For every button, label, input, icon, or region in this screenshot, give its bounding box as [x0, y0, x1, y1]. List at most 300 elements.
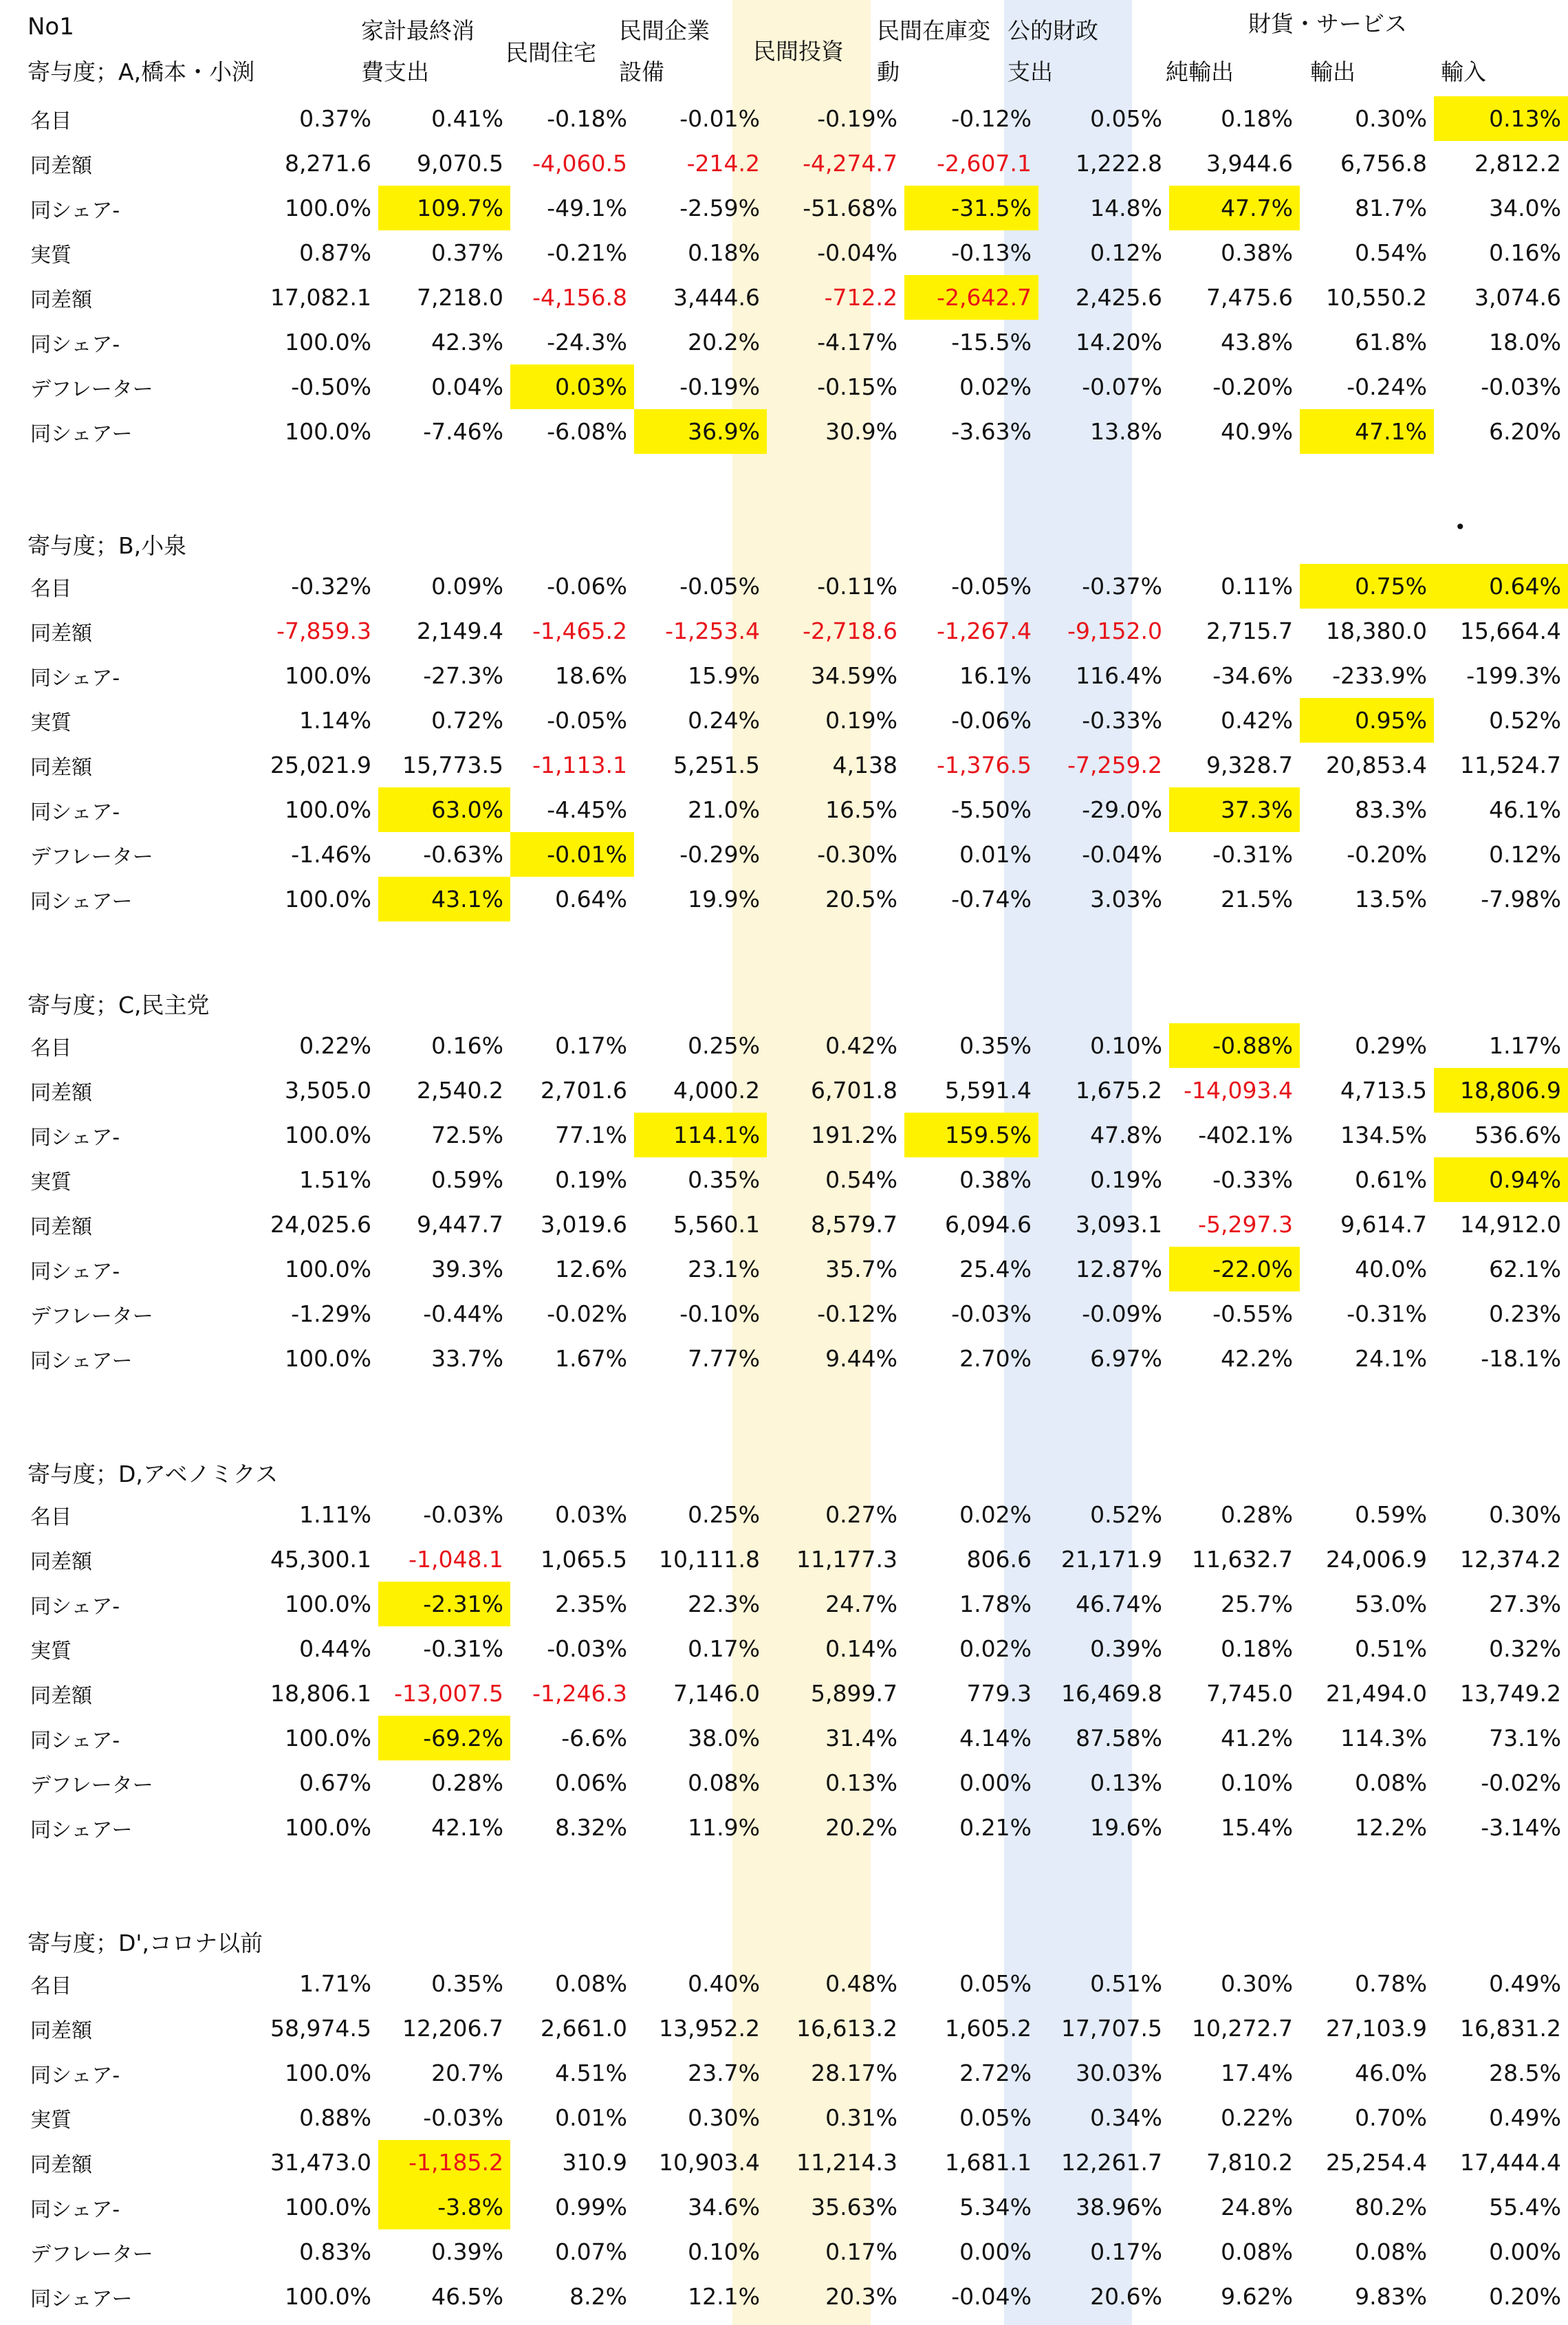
cell-exports: 18,380.0 — [1326, 618, 1427, 644]
cell-consumption: 39.3% — [431, 1256, 503, 1282]
cell-government: 0.52% — [1090, 1501, 1162, 1528]
cell-consumption: 0.28% — [431, 1769, 503, 1796]
cell-total: 1.11% — [299, 1501, 371, 1528]
cell-business: 11.9% — [688, 1814, 760, 1841]
cell-investment: -0.30% — [817, 841, 897, 868]
row-label: 同シェアー — [30, 1818, 133, 1842]
cell-business: 0.25% — [688, 1501, 760, 1528]
cell-consumption: 0.16% — [431, 1032, 503, 1059]
cell-business: 4,000.2 — [673, 1077, 760, 1104]
row-label: 同差額 — [30, 1549, 92, 1574]
cell-imports: -3.14% — [1481, 1814, 1561, 1841]
cell-total: 100.0% — [285, 1591, 371, 1617]
cell-investment: 4,138 — [832, 752, 897, 778]
cell-business: 0.17% — [688, 1635, 760, 1662]
cell-exports: 27,103.9 — [1326, 2015, 1427, 2042]
cell-imports: 6.20% — [1489, 418, 1561, 445]
cell-net_exports: 0.42% — [1221, 707, 1293, 734]
cell-total: 1.14% — [299, 707, 371, 734]
cell-housing: 0.08% — [555, 1970, 627, 1997]
cell-consumption: -7.46% — [423, 418, 503, 445]
cell-government: 0.19% — [1090, 1166, 1162, 1193]
table-row — [21, 1113, 1568, 1157]
cell-investment: -4,274.7 — [803, 150, 897, 177]
cell-government: 3,093.1 — [1076, 1211, 1162, 1238]
cell-investment: 0.48% — [825, 1970, 897, 1997]
row-label: 同シェア- — [30, 1594, 120, 1619]
row-label: 同シェア- — [30, 198, 120, 223]
cell-government: -0.07% — [1082, 373, 1162, 400]
cell-imports: 14,912.0 — [1460, 1211, 1561, 1238]
cell-business: 0.40% — [688, 1970, 760, 1997]
row-label: 同シェア- — [30, 1259, 120, 1284]
stray-mark: • — [1455, 516, 1466, 538]
cell-business: 20.2% — [688, 329, 760, 356]
cell-housing: 8.2% — [569, 2283, 627, 2310]
cell-business: 10,903.4 — [659, 2149, 760, 2176]
cell-total: 45,300.1 — [270, 1546, 371, 1573]
cell-net_exports: 2,715.7 — [1206, 618, 1293, 644]
cell-net_exports: 10,272.7 — [1192, 2015, 1293, 2042]
cell-net_exports: 47.7% — [1169, 186, 1300, 230]
cell-consumption: 12,206.7 — [402, 2015, 503, 2042]
cell-net_exports: 0.18% — [1221, 105, 1293, 132]
cell-net_exports: 0.11% — [1221, 573, 1293, 600]
cell-imports: 62.1% — [1489, 1256, 1561, 1282]
row-label: 同差額 — [30, 755, 92, 780]
cell-investment: 0.27% — [825, 1501, 897, 1528]
row-label: 名目 — [30, 1036, 72, 1060]
cell-inventory: 0.00% — [959, 1769, 1032, 1796]
cell-investment: -2,718.6 — [803, 618, 897, 644]
cell-business: 0.35% — [688, 1166, 760, 1193]
cell-imports: -7.98% — [1481, 886, 1561, 913]
cell-total: 100.0% — [285, 796, 371, 823]
cell-total: -1.46% — [291, 841, 371, 868]
cell-imports: 0.49% — [1489, 1970, 1561, 1997]
row-label: 実質 — [30, 1170, 72, 1194]
cell-business: 0.08% — [688, 1769, 760, 1796]
cell-net_exports: 11,632.7 — [1192, 1546, 1293, 1573]
cell-net_exports: 7,745.0 — [1206, 1680, 1293, 1707]
cell-total: 17,082.1 — [270, 284, 371, 311]
cell-total: 100.0% — [285, 2060, 371, 2086]
cell-investment: 8,579.7 — [811, 1211, 897, 1238]
table-row — [21, 96, 1568, 141]
header-housing: 民間住宅 — [505, 39, 596, 66]
sheet-title: No1 — [28, 13, 74, 41]
cell-inventory: -0.74% — [951, 886, 1032, 913]
cell-investment: 20.5% — [825, 886, 897, 913]
cell-investment: 20.3% — [825, 2283, 897, 2310]
cell-total: 18,806.1 — [270, 1680, 371, 1707]
table-row — [21, 2274, 1568, 2319]
cell-housing: -6.6% — [561, 1725, 627, 1751]
table-row — [21, 364, 1568, 409]
cell-consumption: -1,185.2 — [378, 2140, 510, 2185]
cell-exports: 0.30% — [1355, 105, 1427, 132]
cell-imports: 0.13% — [1434, 96, 1568, 141]
cell-inventory: -2,642.7 — [904, 275, 1038, 320]
cell-government: 0.10% — [1090, 1032, 1162, 1059]
cell-consumption: 0.39% — [431, 2238, 503, 2265]
cell-imports: 12,374.2 — [1460, 1546, 1561, 1573]
cell-government: 13.8% — [1090, 418, 1162, 445]
cell-investment: 31.4% — [825, 1725, 897, 1751]
cell-exports: 0.29% — [1355, 1032, 1427, 1059]
cell-investment: 16,613.2 — [796, 2015, 897, 2042]
table-row — [21, 877, 1568, 921]
cell-inventory: 0.35% — [959, 1032, 1032, 1059]
cell-government: -9,152.0 — [1067, 618, 1162, 644]
cell-net_exports: -0.33% — [1212, 1166, 1293, 1193]
row-label: 名目 — [30, 109, 72, 133]
cell-business: 19.9% — [688, 886, 760, 913]
table-row — [21, 564, 1568, 609]
cell-business: 0.24% — [688, 707, 760, 734]
cell-housing: 0.03% — [555, 1501, 627, 1528]
cell-exports: 0.54% — [1355, 239, 1427, 266]
cell-imports: -0.02% — [1481, 1769, 1561, 1796]
cell-government: 16,469.8 — [1061, 1680, 1162, 1707]
cell-government: 14.8% — [1090, 195, 1162, 221]
cell-investment: 0.19% — [825, 707, 897, 734]
cell-business: 0.10% — [688, 2238, 760, 2265]
table-row — [21, 1805, 1568, 1850]
table-row — [21, 1492, 1568, 1537]
cell-net_exports: 24.8% — [1221, 2194, 1293, 2220]
cell-government: 47.8% — [1090, 1122, 1162, 1148]
table-row — [21, 609, 1568, 653]
cell-inventory: -1,267.4 — [937, 618, 1032, 644]
cell-business: 23.1% — [688, 1256, 760, 1282]
cell-total: 100.0% — [285, 329, 371, 356]
cell-consumption: -0.44% — [423, 1300, 503, 1327]
cell-investment: 34.59% — [811, 662, 897, 689]
cell-housing: -49.1% — [547, 195, 627, 221]
table-row — [21, 1068, 1568, 1113]
table-row — [21, 230, 1568, 275]
row-label: デフレーター — [30, 2242, 153, 2267]
cell-government: -7,259.2 — [1067, 752, 1162, 778]
cell-net_exports: 43.8% — [1221, 329, 1293, 356]
cell-housing: -0.02% — [547, 1300, 627, 1327]
cell-consumption: 20.7% — [431, 2060, 503, 2086]
row-label: 同差額 — [30, 1214, 92, 1239]
cell-investment: 16.5% — [825, 796, 897, 823]
cell-imports: 73.1% — [1489, 1725, 1561, 1751]
cell-government: 17,707.5 — [1061, 2015, 1162, 2042]
cell-consumption: -0.03% — [423, 2104, 503, 2131]
cell-consumption: -3.8% — [378, 2185, 510, 2229]
table-row — [21, 1157, 1568, 1202]
cell-government: 14.20% — [1076, 329, 1162, 356]
cell-total: -1.29% — [291, 1300, 371, 1327]
cell-exports: 47.1% — [1300, 409, 1434, 454]
cell-consumption: -69.2% — [378, 1716, 510, 1760]
cell-housing: 1.67% — [555, 1345, 627, 1372]
table-row — [21, 1291, 1568, 1336]
row-label: 同差額 — [30, 1683, 92, 1708]
cell-exports: 24.1% — [1355, 1345, 1427, 1372]
cell-housing: -0.06% — [547, 573, 627, 600]
cell-business: 7,146.0 — [673, 1680, 760, 1707]
cell-consumption: 43.1% — [378, 877, 510, 921]
cell-housing: 310.9 — [562, 2149, 627, 2176]
cell-exports: 0.08% — [1355, 1769, 1427, 1796]
cell-net_exports: 0.30% — [1221, 1970, 1293, 1997]
cell-inventory: 0.05% — [959, 1970, 1032, 1997]
cell-inventory: 5,591.4 — [945, 1077, 1032, 1104]
cell-total: 100.0% — [285, 662, 371, 689]
header-business-line1: 民間企業 — [619, 17, 710, 44]
cell-investment: -712.2 — [824, 284, 897, 311]
cell-business: -0.05% — [679, 573, 760, 600]
cell-business: 5,251.5 — [673, 752, 760, 778]
cell-government: 0.51% — [1090, 1970, 1162, 1997]
cell-imports: 27.3% — [1489, 1591, 1561, 1617]
cell-investment: 6,701.8 — [811, 1077, 897, 1104]
cell-consumption: 2,149.4 — [417, 618, 503, 644]
cell-investment: -0.12% — [817, 1300, 897, 1327]
cell-net_exports: 0.18% — [1221, 1635, 1293, 1662]
cell-business: 21.0% — [688, 796, 760, 823]
group-d-title: 寄与度；D,アベノミクス — [28, 1461, 279, 1487]
cell-consumption: 7,218.0 — [417, 284, 503, 311]
cell-total: 24,025.6 — [270, 1211, 371, 1238]
group-a-title: 寄与度；A,橋本・小渕 — [28, 58, 255, 85]
cell-inventory: -2,607.1 — [937, 150, 1032, 177]
table-row — [21, 653, 1568, 698]
row-label: 実質 — [30, 710, 72, 735]
table-row — [21, 1716, 1568, 1760]
cell-imports: 0.94% — [1434, 1157, 1568, 1202]
cell-housing: 0.17% — [555, 1032, 627, 1059]
cell-inventory: -0.04% — [951, 2283, 1032, 2310]
cell-government: -0.37% — [1082, 573, 1162, 600]
cell-business: -0.01% — [679, 105, 760, 132]
cell-inventory: 2.72% — [959, 2060, 1032, 2086]
cell-exports: 9.83% — [1355, 2283, 1427, 2310]
cell-consumption: 0.35% — [431, 1970, 503, 1997]
cell-net_exports: 40.9% — [1221, 418, 1293, 445]
cell-inventory: -0.13% — [951, 239, 1032, 266]
cell-housing: 4.51% — [555, 2060, 627, 2086]
row-label: デフレーター — [30, 1304, 153, 1329]
cell-housing: 0.64% — [555, 886, 627, 913]
cell-consumption: 33.7% — [431, 1345, 503, 1372]
cell-housing: -6.08% — [547, 418, 627, 445]
row-label: デフレーター — [30, 1773, 153, 1798]
cell-exports: 81.7% — [1355, 195, 1427, 221]
cell-inventory: 16.1% — [959, 662, 1032, 689]
cell-consumption: 0.04% — [431, 373, 503, 400]
table-row — [21, 1202, 1568, 1247]
cell-housing: -24.3% — [547, 329, 627, 356]
group-d-prime-title: 寄与度；D',コロナ以前 — [28, 1930, 263, 1956]
cell-imports: 0.52% — [1489, 707, 1561, 734]
cell-imports: 0.00% — [1489, 2238, 1561, 2265]
row-label: 同差額 — [30, 287, 92, 312]
row-label: 同シェア- — [30, 332, 120, 357]
cell-government: 19.6% — [1090, 1814, 1162, 1841]
cell-total: 31,473.0 — [270, 2149, 371, 2176]
cell-imports: 0.49% — [1489, 2104, 1561, 2131]
cell-inventory: -31.5% — [904, 186, 1038, 230]
header-net-exports: 純輸出 — [1166, 58, 1234, 85]
cell-imports: 3,074.6 — [1474, 284, 1561, 311]
cell-imports: -18.1% — [1481, 1345, 1561, 1372]
header-investment: 民間投資 — [753, 38, 844, 65]
cell-total: 100.0% — [285, 1122, 371, 1148]
group-b-title: 寄与度；B,小泉 — [28, 532, 187, 559]
row-label: 同シェア- — [30, 1125, 120, 1150]
group-a-table — [21, 96, 1568, 454]
cell-imports: 17,444.4 — [1460, 2149, 1561, 2176]
cell-inventory: 1.78% — [959, 1591, 1032, 1617]
cell-net_exports: 0.22% — [1221, 2104, 1293, 2131]
cell-exports: -0.31% — [1347, 1300, 1427, 1327]
cell-housing: 77.1% — [555, 1122, 627, 1148]
cell-exports: 0.70% — [1355, 2104, 1427, 2131]
cell-exports: 0.51% — [1355, 1635, 1427, 1662]
cell-investment: -0.04% — [817, 239, 897, 266]
cell-exports: 13.5% — [1355, 886, 1427, 913]
table-row — [21, 1626, 1568, 1671]
cell-inventory: -0.12% — [951, 105, 1032, 132]
cell-net_exports: 0.28% — [1221, 1501, 1293, 1528]
cell-consumption: 63.0% — [378, 787, 510, 832]
cell-imports: 1.17% — [1489, 1032, 1561, 1059]
cell-business: -2.59% — [679, 195, 760, 221]
cell-exports: -0.20% — [1347, 841, 1427, 868]
cell-government: 0.17% — [1090, 2238, 1162, 2265]
cell-exports: 0.08% — [1355, 2238, 1427, 2265]
cell-inventory: -1,376.5 — [937, 752, 1032, 778]
cell-government: 0.05% — [1090, 105, 1162, 132]
cell-inventory: -15.5% — [951, 329, 1032, 356]
cell-government: 0.12% — [1090, 239, 1162, 266]
header-business-line2: 設備 — [619, 58, 664, 85]
cell-exports: 61.8% — [1355, 329, 1427, 356]
cell-imports: 13,749.2 — [1460, 1680, 1561, 1707]
cell-total: 0.83% — [299, 2238, 371, 2265]
cell-total: 3,505.0 — [285, 1077, 371, 1104]
cell-consumption: -0.63% — [423, 841, 503, 868]
cell-exports: 6,756.8 — [1340, 150, 1427, 177]
cell-exports: 20,853.4 — [1326, 752, 1427, 778]
cell-housing: 2,701.6 — [541, 1077, 627, 1104]
table-row — [21, 409, 1568, 454]
cell-investment: 0.42% — [825, 1032, 897, 1059]
cell-investment: -0.19% — [817, 105, 897, 132]
cell-housing: 0.99% — [555, 2194, 627, 2220]
cell-imports: 28.5% — [1489, 2060, 1561, 2086]
cell-net_exports: 37.3% — [1169, 787, 1300, 832]
cell-net_exports: 9.62% — [1221, 2283, 1293, 2310]
row-label: 同シェア- — [30, 2063, 120, 2088]
cell-inventory: -5.50% — [951, 796, 1032, 823]
table-row — [21, 2051, 1568, 2095]
table-row — [21, 2006, 1568, 2051]
cell-housing: 2,661.0 — [541, 2015, 627, 2042]
cell-business: 23.7% — [688, 2060, 760, 2086]
cell-consumption: 0.37% — [431, 239, 503, 266]
cell-imports: 0.64% — [1434, 564, 1568, 609]
cell-government: 21,171.9 — [1061, 1546, 1162, 1573]
cell-business: -1,253.4 — [665, 618, 760, 644]
cell-exports: 24,006.9 — [1326, 1546, 1427, 1573]
row-label: 同シェアー — [30, 2286, 133, 2311]
cell-business: 10,111.8 — [659, 1546, 760, 1573]
table-row — [21, 1336, 1568, 1381]
cell-inventory: 0.05% — [959, 2104, 1032, 2131]
cell-consumption: -27.3% — [423, 662, 503, 689]
cell-government: -0.04% — [1082, 841, 1162, 868]
cell-exports: 40.0% — [1355, 1256, 1427, 1282]
cell-total: 0.67% — [299, 1769, 371, 1796]
cell-imports: 16,831.2 — [1460, 2015, 1561, 2042]
table-row — [21, 1760, 1568, 1805]
cell-total: 0.88% — [299, 2104, 371, 2131]
cell-imports: 0.30% — [1489, 1501, 1561, 1528]
cell-inventory: 779.3 — [966, 1680, 1032, 1707]
cell-net_exports: -0.55% — [1212, 1300, 1293, 1327]
table-row — [21, 1537, 1568, 1582]
cell-housing: -1,465.2 — [532, 618, 627, 644]
cell-imports: -199.3% — [1466, 662, 1561, 689]
cell-investment: 5,899.7 — [811, 1680, 897, 1707]
cell-consumption: 9,070.5 — [417, 150, 503, 177]
row-label: 同差額 — [30, 1080, 92, 1105]
cell-investment: -0.15% — [817, 373, 897, 400]
cell-government: 0.13% — [1090, 1769, 1162, 1796]
cell-business: 13,952.2 — [659, 2015, 760, 2042]
cell-inventory: 806.6 — [966, 1546, 1032, 1573]
cell-net_exports: 17.4% — [1221, 2060, 1293, 2086]
cell-government: -0.09% — [1082, 1300, 1162, 1327]
cell-exports: 0.61% — [1355, 1166, 1427, 1193]
cell-government: 46.74% — [1076, 1591, 1162, 1617]
cell-housing: 8.32% — [555, 1814, 627, 1841]
cell-net_exports: 0.08% — [1221, 2238, 1293, 2265]
cell-imports: 18.0% — [1489, 329, 1561, 356]
cell-housing: 12.6% — [555, 1256, 627, 1282]
row-label: 実質 — [30, 1639, 72, 1663]
cell-imports: 46.1% — [1489, 796, 1561, 823]
cell-exports: 134.5% — [1340, 1122, 1427, 1148]
cell-consumption: 15,773.5 — [402, 752, 503, 778]
cell-business: 0.18% — [688, 239, 760, 266]
cell-business: 0.30% — [688, 2104, 760, 2131]
cell-net_exports: -34.6% — [1212, 662, 1293, 689]
cell-housing: -0.18% — [547, 105, 627, 132]
cell-imports: 34.0% — [1489, 195, 1561, 221]
cell-investment: 35.63% — [811, 2194, 897, 2220]
cell-government: 38.96% — [1076, 2194, 1162, 2220]
table-row — [21, 275, 1568, 320]
cell-government: 0.34% — [1090, 2104, 1162, 2131]
cell-business: 15.9% — [688, 662, 760, 689]
cell-imports: 0.20% — [1489, 2283, 1561, 2310]
cell-net_exports: 41.2% — [1221, 1725, 1293, 1751]
header-goods-services: 財貨・サービス — [1248, 10, 1407, 37]
cell-exports: 12.2% — [1355, 1814, 1427, 1841]
cell-net_exports: -0.20% — [1212, 373, 1293, 400]
row-label: 名目 — [30, 1505, 72, 1529]
cell-government: 6.97% — [1090, 1345, 1162, 1372]
cell-exports: 21,494.0 — [1326, 1680, 1427, 1707]
